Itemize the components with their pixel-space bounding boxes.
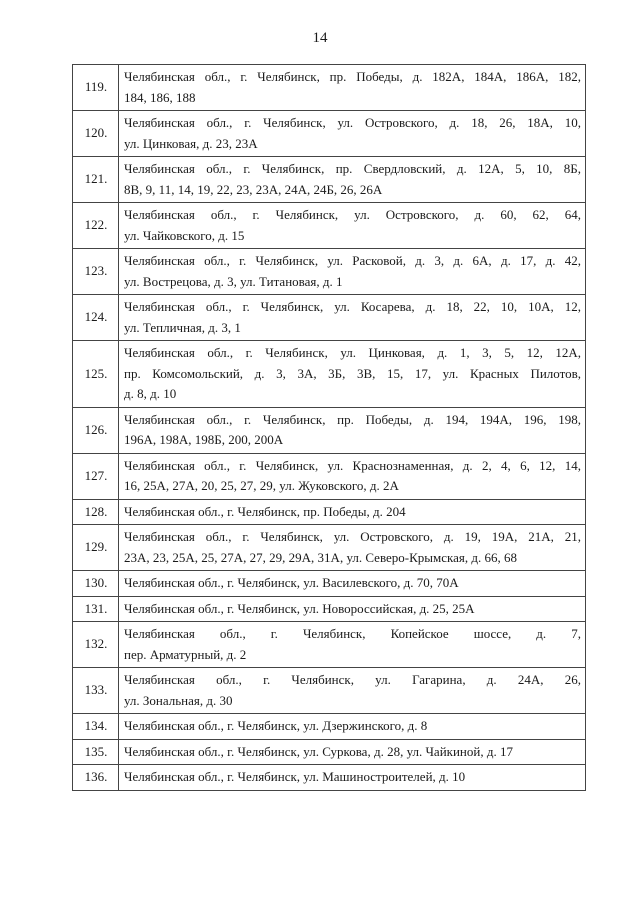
- address-line: Челябинская обл., г. Челябинск, ул. Суркова, д. 28, ул. Чайкиной, д. 17: [124, 743, 513, 759]
- table-row: [73, 453, 586, 499]
- address-line: Челябинская обл., г. Челябинск, ул. Гагарина, д. 24А, 26,: [124, 672, 581, 687]
- address-line: Челябинская обл., г. Челябинск, пр. Победы, д. 182А, 184А, 186А, 182,: [124, 69, 581, 84]
- address-cell: [119, 765, 586, 791]
- row-number: 136.: [73, 765, 119, 791]
- address-line: Челябинская обл., г. Челябинск, пр. Свердловский, д. 12А, 5, 10, 8Б,: [124, 161, 581, 176]
- address-line: ул. Чайковского, д. 15: [124, 227, 245, 243]
- address-cell: [119, 525, 586, 571]
- address-line: Челябинская обл., г. Челябинск, ул. Краснознаменная, д. 2, 4, 6, 12, 14,: [124, 457, 581, 473]
- address-cell: [119, 249, 586, 295]
- address-line: Челябинская обл., г. Челябинск, ул. Расковой, д. 3, д. 6А, д. 17, д. 42,: [124, 253, 581, 268]
- address-line: ул. Зональная, д. 30: [124, 692, 233, 708]
- address-line: пер. Арматурный, д. 2: [124, 646, 247, 662]
- address-line: Челябинская обл., г. Челябинск, ул. Цинковая, д. 1, 3, 5, 12, 12А,: [124, 345, 581, 360]
- address-cell: [119, 157, 586, 203]
- address-cell: [119, 341, 586, 408]
- table-row: [73, 499, 586, 525]
- address-cell: [119, 65, 586, 111]
- table-row: [73, 407, 586, 453]
- row-number: 121.: [73, 157, 119, 203]
- address-line: Челябинская обл., г. Челябинск, ул. Новороссийская, д. 25, 25А: [124, 600, 475, 616]
- table-row: [73, 668, 586, 714]
- address-line: Челябинская обл., г. Челябинск, ул. Островского, д. 19, 19А, 21А, 21,: [124, 529, 581, 544]
- row-number: 119.: [73, 65, 119, 111]
- table-row: [73, 249, 586, 295]
- address-line: 23А, 23, 25А, 25, 27А, 27, 29, 29А, 31А, ул. Северо-Крымская, д. 66, 68: [124, 549, 518, 565]
- table-row: [73, 571, 586, 597]
- table-row: [73, 525, 586, 571]
- row-number: 135.: [73, 739, 119, 765]
- table-row: [73, 295, 586, 341]
- address-line: ул. Цинковая, д. 23, 23А: [124, 135, 258, 151]
- address-cell: [119, 668, 586, 714]
- address-cell: [119, 407, 586, 453]
- row-number: 128.: [73, 499, 119, 525]
- address-cell: [119, 714, 586, 740]
- address-line: пр. Комсомольский, д. 3, 3А, 3Б, 3В, 15, 17, ул. Красных Пилотов,: [124, 365, 581, 381]
- row-number: 129.: [73, 525, 119, 571]
- row-number: 125.: [73, 341, 119, 408]
- address-line: Челябинская обл., г. Челябинск, ул. Дзержинского, д. 8: [124, 718, 428, 733]
- address-line: 184, 186, 188: [124, 89, 196, 105]
- row-number: 134.: [73, 714, 119, 740]
- address-line: Челябинская обл., г. Челябинск, пр. Победы, д. 194, 194А, 196, 198,: [124, 411, 581, 427]
- address-line: Челябинская обл., г. Челябинск, ул. Косарева, д. 18, 22, 10, 10А, 12,: [124, 299, 581, 314]
- address-line: 8В, 9, 11, 14, 19, 22, 23, 23А, 24А, 24Б, 26, 26А: [124, 181, 383, 197]
- table-row: [73, 203, 586, 249]
- row-number: 130.: [73, 571, 119, 597]
- row-number: 127.: [73, 453, 119, 499]
- address-line: 16, 25А, 27А, 20, 25, 27, 29, ул. Жуковского, д. 2А: [124, 478, 399, 493]
- address-line: Челябинская обл., г. Челябинск, ул. Василевского, д. 70, 70А: [124, 575, 459, 590]
- address-line: Челябинская обл., г. Челябинск, ул. Островского, д. 60, 62, 64,: [124, 207, 581, 222]
- address-cell: [119, 295, 586, 341]
- row-number: 126.: [73, 407, 119, 453]
- table-row: [73, 596, 586, 622]
- page-number: 14: [312, 30, 328, 46]
- table-row: [73, 714, 586, 740]
- row-number: 123.: [73, 249, 119, 295]
- row-number: 133.: [73, 668, 119, 714]
- address-table-body: [73, 65, 586, 791]
- address-cell: [119, 571, 586, 597]
- table-row: [73, 341, 586, 408]
- address-cell: [119, 739, 586, 765]
- address-cell: [119, 499, 586, 525]
- address-cell: [119, 622, 586, 668]
- table-row: [73, 622, 586, 668]
- address-cell: [119, 596, 586, 622]
- row-number: 120.: [73, 111, 119, 157]
- row-number: 132.: [73, 622, 119, 668]
- address-cell: [119, 203, 586, 249]
- table-row: [73, 765, 586, 791]
- table-row: [73, 111, 586, 157]
- address-line: Челябинская обл., г. Челябинск, пр. Победы, д. 204: [124, 503, 406, 519]
- table-row: [73, 157, 586, 203]
- address-line: Челябинская обл., г. Челябинск, ул. Островского, д. 18, 26, 18А, 10,: [124, 115, 581, 130]
- address-cell: [119, 111, 586, 157]
- address-line: д. 8, д. 10: [124, 386, 177, 401]
- address-line: 196А, 198А, 198Б, 200, 200А: [124, 432, 284, 447]
- row-number: 131.: [73, 596, 119, 622]
- address-line: Челябинская обл., г. Челябинск, ул. Машиностроителей, д. 10: [124, 769, 466, 784]
- row-number: 124.: [73, 295, 119, 341]
- row-number: 122.: [73, 203, 119, 249]
- table-row: [73, 65, 586, 111]
- address-table: [72, 64, 586, 791]
- table-row: [73, 739, 586, 765]
- address-cell: [119, 453, 586, 499]
- address-line: Челябинская обл., г. Челябинск, Копейское шоссе, д. 7,: [124, 626, 581, 641]
- address-line: ул. Тепличная, д. 3, 1: [124, 319, 241, 335]
- address-line: ул. Вострецова, д. 3, ул. Титановая, д. 1: [124, 273, 343, 289]
